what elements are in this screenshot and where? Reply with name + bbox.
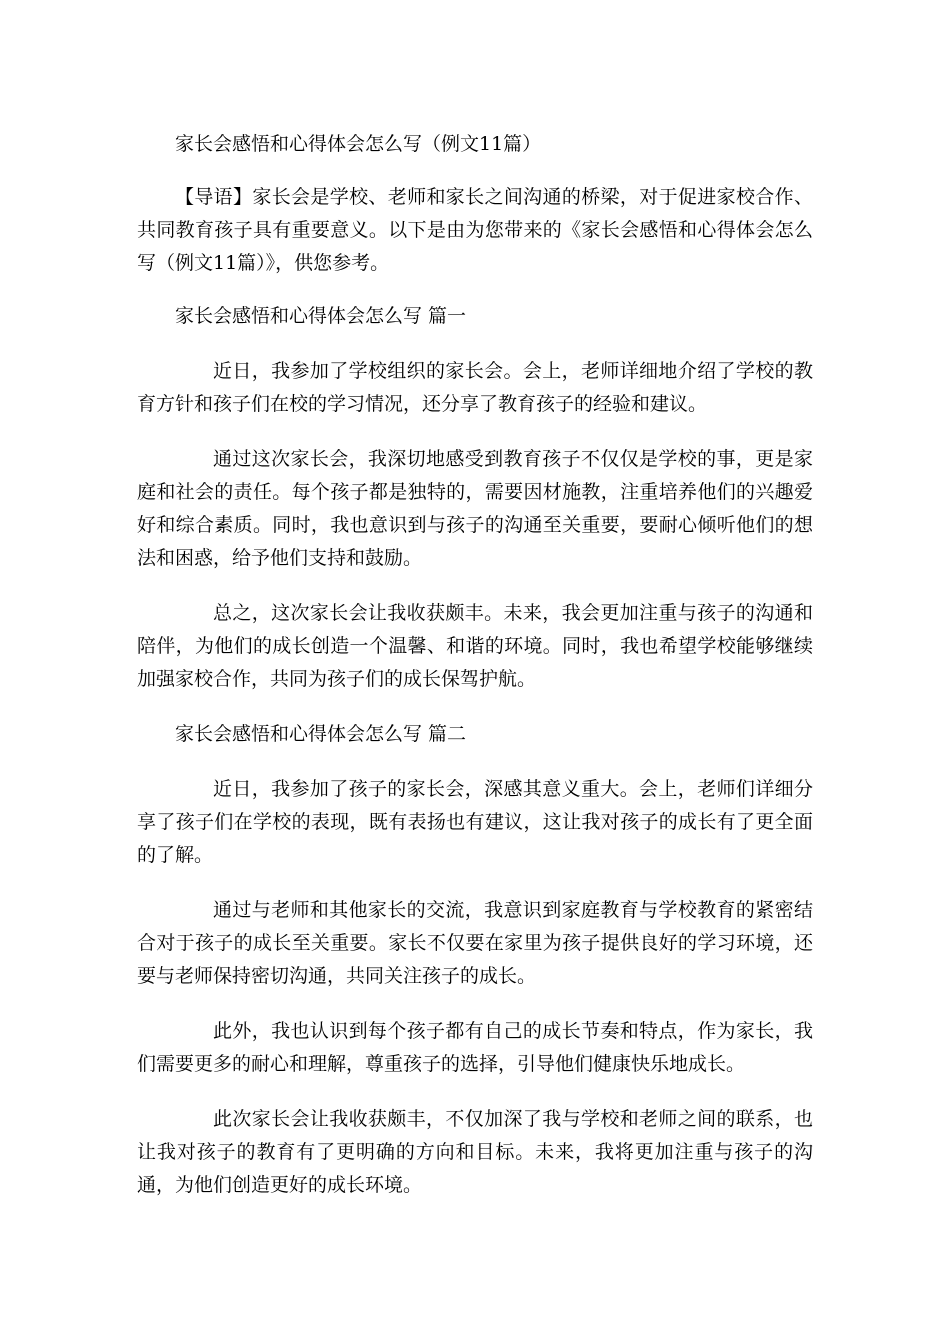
section-heading-1: 家长会感悟和心得体会怎么写 篇一 <box>175 305 467 327</box>
section-2-paragraph: 近日，我参加了孩子的家长会，深感其意义重大。会上，老师们详细分享了孩子们在学校的表现，既有表扬也有建议，这让我对孩子的成长有了更全面的了解。 <box>137 778 813 866</box>
intro-paragraph: 【导语】家长会是学校、老师和家长之间沟通的桥梁，对于促进家校合作、共同教育孩子具有重要意义。以下是由为您带来的《家长会感悟和心得体会怎么写（例文11篇）》，供您参考。 <box>137 186 813 274</box>
section-heading-2: 家长会感悟和心得体会怎么写 篇二 <box>175 723 467 745</box>
section-1-paragraph: 近日，我参加了学校组织的家长会。会上，老师详细地介绍了学校的教育方针和孩子们在校的学习情况，还分享了教育孩子的经验和建议。 <box>137 360 813 415</box>
section-2-paragraph: 此次家长会让我收获颇丰，不仅加深了我与学校和老师之间的联系，也让我对孩子的教育有了更明确的方向和目标。未来，我将更加注重与孩子的沟通，为他们创造更好的成长环境。 <box>137 1108 813 1196</box>
section-1-paragraph: 总之，这次家长会让我收获颇丰。未来，我会更加注重与孩子的沟通和陪伴，为他们的成长创造一个温馨、和谐的环境。同时，我也希望学校能够继续加强家校合作，共同为孩子们的成长保驾护航。 <box>137 602 813 690</box>
document-page <box>137 128 813 1224</box>
document-title: 家长会感悟和心得体会怎么写（例文11篇） <box>175 133 542 155</box>
section-2-paragraph: 通过与老师和其他家长的交流，我意识到家庭教育与学校教育的紧密结合对于孩子的成长至关重要。家长不仅要在家里为孩子提供良好的学习环境，还要与老师保持密切沟通，共同关注孩子的成长。 <box>137 899 813 987</box>
section-1-paragraph: 通过这次家长会，我深切地感受到教育孩子不仅仅是学校的事，更是家庭和社会的责任。每个孩子都是独特的，需要因材施教，注重培养他们的兴趣爱好和综合素质。同时，我也意识到与孩子的沟通至关重要，要耐心倾听他们的想法和困惑，给予他们支持和鼓励。 <box>137 448 813 569</box>
section-2-paragraph: 此外，我也认识到每个孩子都有自己的成长节奏和特点，作为家长，我们需要更多的耐心和理解，尊重孩子的选择，引导他们健康快乐地成长。 <box>137 1020 813 1075</box>
